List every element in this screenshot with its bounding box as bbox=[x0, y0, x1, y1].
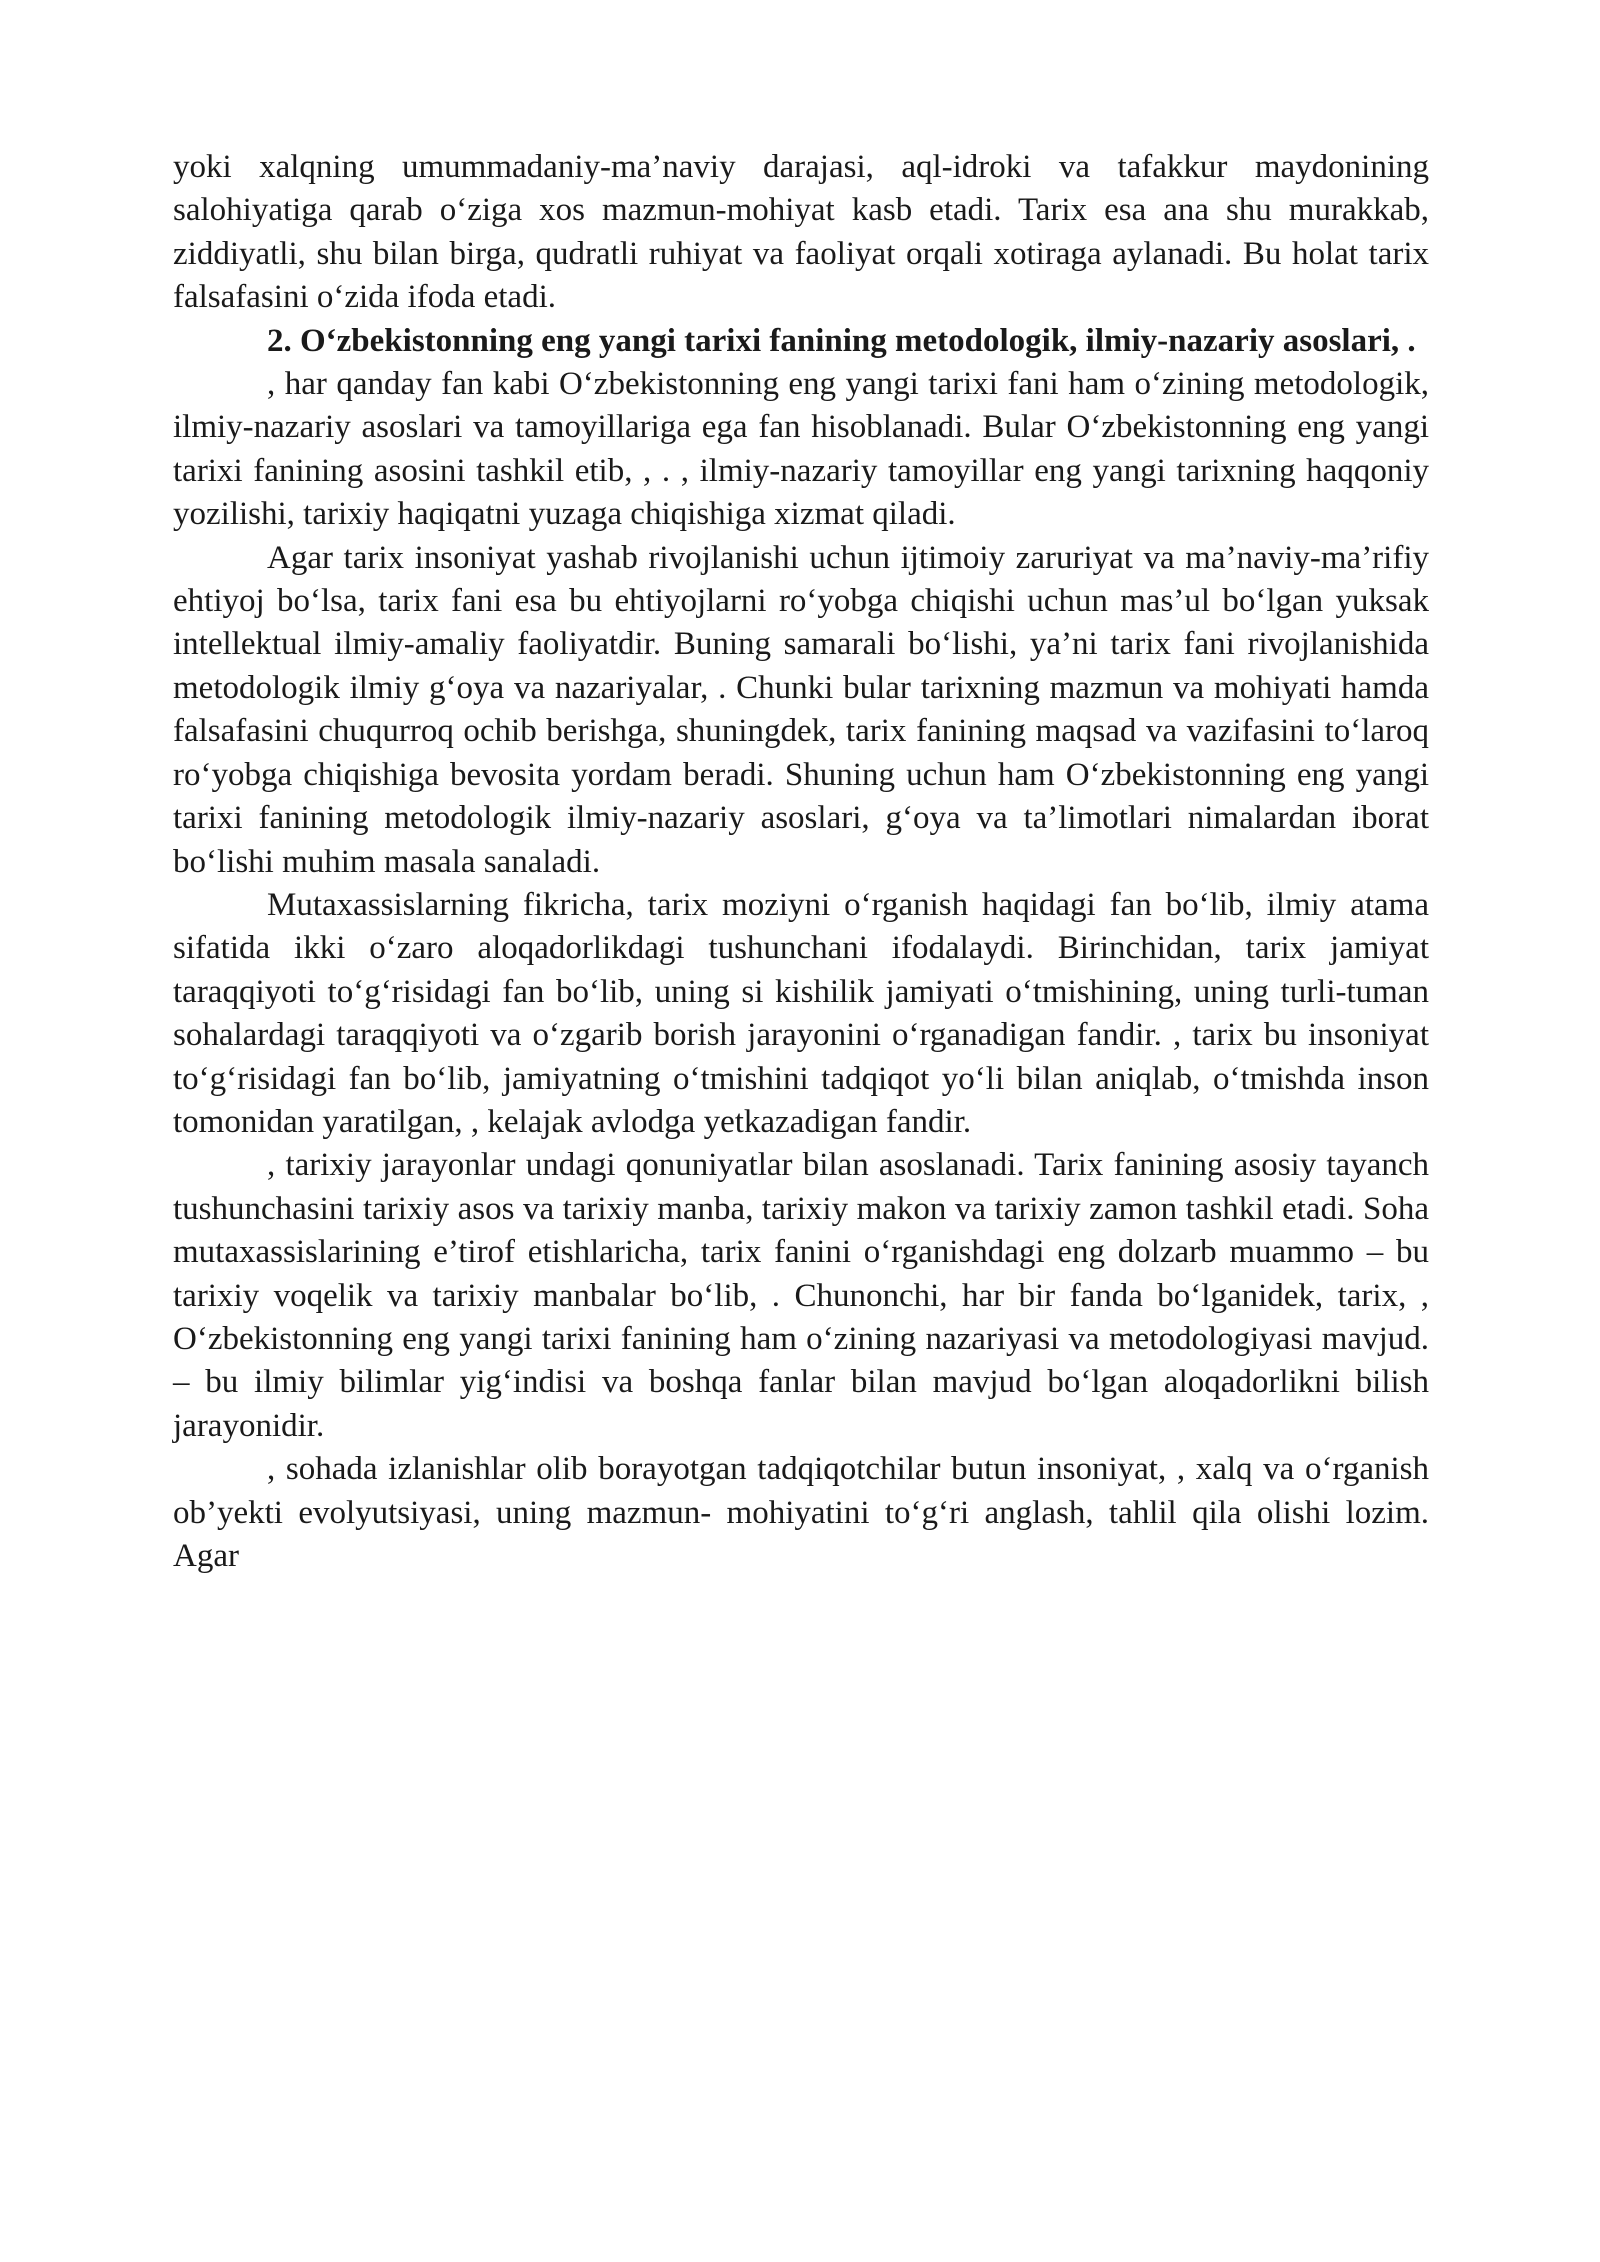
document-page bbox=[173, 146, 1429, 1578]
section-heading: 2. O‘zbekistonning eng yangi tarixi fanining metodologik, ilmiy-nazariy asoslari, . bbox=[267, 322, 1416, 359]
paragraph-tadqiqotchilar: , sohada izlanishlar olib borayotgan tadqiqotchilar butun insoniyat, , xalq va o‘rganish ob’yekti evolyutsiyasi, uning mazmun- mohiyatini to‘g‘ri anglash, tahlil qila olishi lozim. Agar bbox=[173, 1451, 1429, 1574]
paragraph-metodologik: , har qanday fan kabi O‘zbekistonning eng yangi tarixi fani ham o‘zining metodologik, ilmiy-nazariy asoslari va tamoyillariga ega fan hisoblanadi. Bular O‘zbekistonning eng yangi tarixi fanining asosini tashkil etib, , . , ilmiy-nazariy tamoyillar eng yangi tarixning haqqoniy yozilishi, tarixiy haqiqatni yuzaga chiqishiga xizmat qiladi. bbox=[173, 366, 1429, 533]
paragraph-ehtiyoj: Agar tarix insoniyat yashab rivojlanishi uchun ijtimoiy zaruriyat va ma’naviy-ma’rifiy ehtiyoj bo‘lsa, tarix fani esa bu ehtiyojlarni ro‘yobga chiqishi uchun mas’ul bo‘lgan yuksak intellektual ilmiy-amaliy faoliyatdir. Buning samarali bo‘lishi, ya’ni tarix fani rivojlanishida metodologik ilmiy g‘oya va nazariyalar, . Chunki bular tarixning mazmun va mohiyati hamda falsafasini chuqurroq ochib berishga, shuningdek, tarix fanining maqsad va vazifasini to‘laroq ro‘yobga chiqishiga bevosita yordam beradi. Shuning uchun ham O‘zbekistonning eng yangi tarixi fanining metodologik ilmiy-nazariy asoslari, g‘oya va ta’limotlari nimalardan iborat bo‘lishi muhim masala sanaladi. bbox=[173, 539, 1429, 880]
paragraph-intro: yoki xalqning umummadaniy-ma’naviy darajasi, aql-idroki va tafakkur maydonining salohiyatiga qarab o‘ziga xos mazmun-mohiyat kasb etadi. Tarix esa ana shu murakkab, ziddiyatli, shu bilan birga, qudratli ruhiyat va faoliyat orqali xotiraga aylanadi. Bu holat tarix falsafasini o‘zida ifoda etadi. bbox=[173, 149, 1429, 316]
paragraph-mutaxassislar: Mutaxassislarning fikricha, tarix moziyni o‘rganish haqidagi fan bo‘lib, ilmiy atama sifatida ikki o‘zaro aloqadorlikdagi tushunchani ifodalaydi. Birinchidan, tarix jamiyat taraqqiyoti to‘g‘risidagi fan bo‘lib, uning si kishilik jamiyati o‘tmishining, uning turli-tuman sohalardagi taraqqiyoti va o‘zgarib borish jarayonini o‘rganadigan fandir. , tarix bu insoniyat to‘g‘risidagi fan bo‘lib, jamiyatning o‘tmishini tadqiqot yo‘li bilan aniqlab, o‘tmishda inson tomonidan yaratilgan, , kelajak avlodga yetkazadigan fandir. bbox=[173, 886, 1429, 1140]
paragraph-qonuniyatlar: , tarixiy jarayonlar undagi qonuniyatlar bilan asoslanadi. Tarix fanining asosiy tayanch tushunchasini tarixiy asos va tarixiy manba, tarixiy makon va tarixiy zamon tashkil etadi. Soha mutaxassislarining e’tirof etishlaricha, tarix fanini o‘rganishdagi eng dolzarb muammo – bu tarixiy voqelik va tarixiy manbalar bo‘lib, . Chunonchi, har bir fanda bo‘lganidek, tarix, , O‘zbekistonning eng yangi tarixi fanining ham o‘zining nazariyasi va metodologiyasi mavjud. – bu ilmiy bilimlar yig‘indisi va boshqa fanlar bilan mavjud bo‘lgan aloqadorlikni bilish jarayonidir. bbox=[173, 1147, 1429, 1444]
